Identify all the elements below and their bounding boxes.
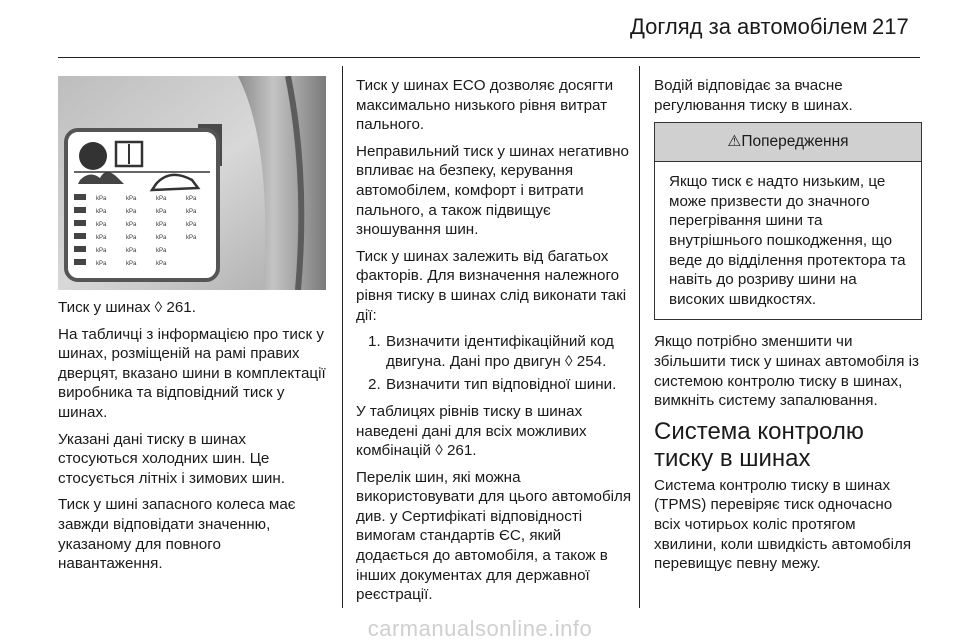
tire-pressure-label-photo — [58, 76, 326, 290]
pressure-unit-label: kPa — [126, 235, 137, 241]
pressure-unit-label: kPa — [186, 222, 197, 228]
row-load-icon — [74, 207, 86, 213]
warning-header — [655, 123, 921, 162]
label-location-text: На табличці з інформацією про тиск у шинах, розміщеній на рамі правих дверцят, вказано шини в комплектації виробника та відповідний тиск у шинах. — [58, 325, 326, 421]
tpms-ignition-text: Якщо потрібно зменшити чи збільшити тиск у шинах автомобіля із системою контролю тиску в шинах, вимкніть систему запалювання. — [654, 333, 920, 410]
column-divider-1 — [342, 66, 343, 608]
row-load-icon — [74, 194, 86, 200]
pressure-unit-label: kPa — [156, 261, 167, 267]
warning-triangle-icon: ⚠ — [727, 133, 742, 151]
pressure-unit-label: kPa — [156, 248, 167, 254]
column-1 — [58, 298, 328, 581]
pressure-unit-label: kPa — [156, 222, 167, 228]
tpms-description-text: Система контролю тиску в шинах (TPMS) перевіряє тиск одночасно всіх чотирьох коліс протягом хвилини, коли швидкість автомобіля перевищує певну межу. — [654, 476, 912, 573]
pressure-unit-label: kPa — [186, 235, 197, 241]
pressure-unit-label: kPa — [156, 209, 167, 215]
pressure-unit-label: kPa — [96, 248, 107, 254]
list-item: 1. Визначити ідентифікаційний код двигуна. Дані про двигун ◊ 254. — [368, 333, 614, 370]
eco-pressure-text: Тиск у шинах ECO дозволяє досягти максимально низького рівня витрат пального. — [356, 77, 614, 134]
tables-text: У таблицях рівнів тиску в шинах наведені дані для всіх можливих комбінацій ◊ 261. — [356, 402, 587, 460]
row-load-icon — [74, 259, 86, 265]
driver-responsibility-text: Водій відповідає за вчасне регулювання тиску в шинах. — [654, 77, 853, 114]
tire-pressure-ref: Тиск у шинах ◊ 261. — [58, 299, 196, 316]
header-rule — [58, 57, 920, 58]
list-item: 2. Визначити тип відповідної шини. — [368, 376, 617, 394]
pressure-unit-label: kPa — [126, 222, 137, 228]
section-heading: Система контролю тиску в шинах — [654, 417, 864, 472]
pressure-unit-label: kPa — [96, 196, 107, 202]
header-title: Догляд за автомобілем — [630, 14, 868, 39]
pressure-unit-label: kPa — [156, 235, 167, 241]
column-2 — [356, 76, 632, 612]
warning-title: Попередження — [741, 133, 849, 151]
steps-list — [356, 332, 632, 395]
warning-box — [654, 122, 922, 320]
column-divider-2 — [639, 66, 640, 608]
brand-logo-icon — [79, 142, 107, 170]
pressure-unit-label: kPa — [96, 209, 107, 215]
row-load-icon — [74, 246, 86, 252]
pressure-unit-label: kPa — [96, 222, 107, 228]
pressure-unit-label: kPa — [126, 261, 137, 267]
warning-body: Якщо тиск є надто низьким, це може призвести до значного перегрівання шини та внутрішнього пошкодження, що веде до відділення протектора та навіть до розриву шини на високих швидкостях. — [669, 173, 906, 308]
row-load-icon — [74, 220, 86, 226]
pressure-unit-label: kPa — [96, 261, 107, 267]
pressure-unit-label: kPa — [126, 248, 137, 254]
spare-wheel-text: Тиск у шині запасного колеса має завжди відповідати значенню, указаному для повного навантаження. — [58, 496, 296, 573]
tire-list-text: Перелік шин, які можна використовувати для цього автомобіля див. у Сертифікаті відповідності вимогам стандартів ЄС, який додається до автомобіля, а також в інших документах для державної реєстрації. — [356, 468, 632, 604]
pressure-unit-label: kPa — [126, 196, 137, 202]
pressure-unit-label: kPa — [96, 235, 107, 241]
pressure-unit-label: kPa — [156, 196, 167, 202]
cold-tires-text: Указані дані тиску в шинах стосуються холодних шин. Це стосується літніх і зимових шин. — [58, 430, 286, 487]
pressure-unit-label: kPa — [126, 209, 137, 215]
column-3 — [654, 76, 922, 581]
watermark: carmanualsonline.info — [367, 616, 593, 641]
page-number: 217 — [872, 14, 909, 39]
pressure-unit-label: kPa — [186, 209, 197, 215]
row-load-icon — [74, 233, 86, 239]
wrong-pressure-text: Неправильний тиск у шинах негативно впливає на безпеку, керування автомобілем, комфорт і витрати пального, а також підвищує зношування шин. — [356, 142, 629, 239]
factors-text: Тиск у шинах залежить від багатьох факторів. Для визначення належного рівня тиску в шинах слід виконати такі дії: — [356, 247, 627, 324]
pressure-unit-label: kPa — [186, 196, 197, 202]
